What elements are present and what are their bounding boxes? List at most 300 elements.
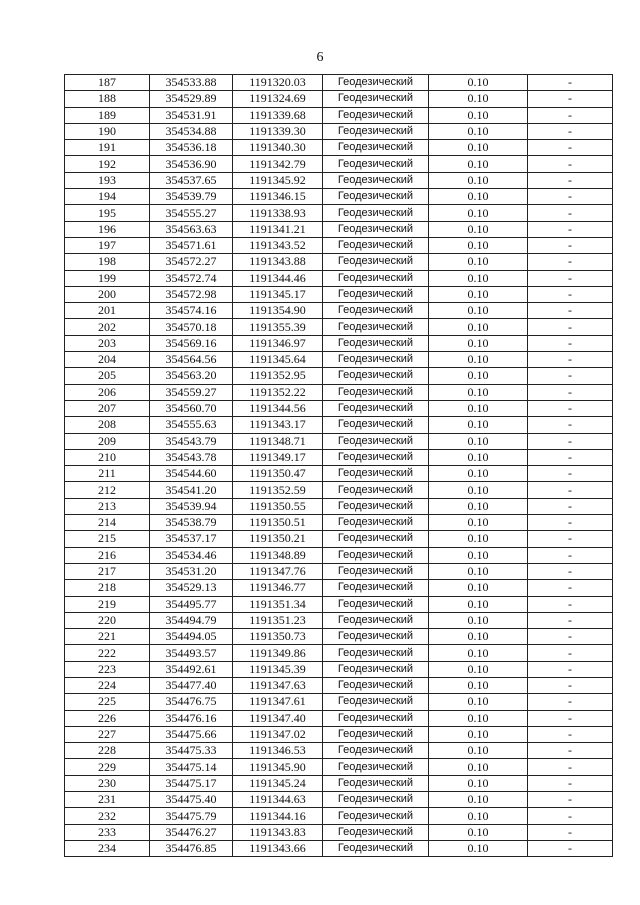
method-cell: Геодезический [323, 808, 429, 824]
x-coordinate-cell: 354475.14 [150, 759, 233, 775]
x-coordinate-cell: 354494.79 [150, 612, 233, 628]
description-cell: - [528, 205, 613, 221]
x-coordinate-cell: 354494.05 [150, 629, 233, 645]
x-coordinate-cell: 354531.20 [150, 563, 233, 579]
x-coordinate-cell: 354543.79 [150, 433, 233, 449]
description-cell: - [528, 612, 613, 628]
description-cell: - [528, 303, 613, 319]
description-cell: - [528, 433, 613, 449]
accuracy-cell: 0.10 [429, 645, 528, 661]
description-cell: - [528, 482, 613, 498]
description-cell: - [528, 710, 613, 726]
table-row [65, 466, 613, 482]
x-coordinate-cell: 354572.98 [150, 286, 233, 302]
table-row [65, 629, 613, 645]
accuracy-cell: 0.10 [429, 123, 528, 139]
table-row [65, 726, 613, 742]
point-number-cell: 188 [65, 91, 150, 107]
x-coordinate-cell: 354538.79 [150, 515, 233, 531]
accuracy-cell: 0.10 [429, 270, 528, 286]
y-coordinate-cell: 1191344.46 [233, 270, 323, 286]
method-cell: Геодезический [323, 140, 429, 156]
y-coordinate-cell: 1191352.59 [233, 482, 323, 498]
method-cell: Геодезический [323, 107, 429, 123]
description-cell: - [528, 417, 613, 433]
table-row [65, 645, 613, 661]
point-number-cell: 221 [65, 629, 150, 645]
y-coordinate-cell: 1191343.66 [233, 840, 323, 856]
table-row [65, 303, 613, 319]
x-coordinate-cell: 354476.27 [150, 824, 233, 840]
point-number-cell: 190 [65, 123, 150, 139]
y-coordinate-cell: 1191355.39 [233, 319, 323, 335]
point-number-cell: 201 [65, 303, 150, 319]
table-row [65, 580, 613, 596]
method-cell: Геодезический [323, 189, 429, 205]
y-coordinate-cell: 1191345.39 [233, 661, 323, 677]
accuracy-cell: 0.10 [429, 172, 528, 188]
accuracy-cell: 0.10 [429, 449, 528, 465]
table-row [65, 677, 613, 693]
point-number-cell: 224 [65, 677, 150, 693]
point-number-cell: 209 [65, 433, 150, 449]
y-coordinate-cell: 1191346.53 [233, 743, 323, 759]
x-coordinate-cell: 354475.17 [150, 775, 233, 791]
x-coordinate-cell: 354572.27 [150, 254, 233, 270]
point-number-cell: 230 [65, 775, 150, 791]
accuracy-cell: 0.10 [429, 417, 528, 433]
y-coordinate-cell: 1191343.88 [233, 254, 323, 270]
point-number-cell: 187 [65, 75, 150, 91]
point-number-cell: 192 [65, 156, 150, 172]
point-number-cell: 232 [65, 808, 150, 824]
accuracy-cell: 0.10 [429, 759, 528, 775]
accuracy-cell: 0.10 [429, 824, 528, 840]
method-cell: Геодезический [323, 449, 429, 465]
x-coordinate-cell: 354477.40 [150, 677, 233, 693]
y-coordinate-cell: 1191349.17 [233, 449, 323, 465]
accuracy-cell: 0.10 [429, 775, 528, 791]
y-coordinate-cell: 1191347.61 [233, 694, 323, 710]
point-number-cell: 233 [65, 824, 150, 840]
method-cell: Геодезический [323, 303, 429, 319]
x-coordinate-cell: 354529.89 [150, 91, 233, 107]
description-cell: - [528, 335, 613, 351]
x-coordinate-cell: 354560.70 [150, 400, 233, 416]
x-coordinate-cell: 354534.88 [150, 123, 233, 139]
y-coordinate-cell: 1191346.77 [233, 580, 323, 596]
table-row [65, 531, 613, 547]
table-row [65, 319, 613, 335]
table-row [65, 368, 613, 384]
accuracy-cell: 0.10 [429, 547, 528, 563]
table-row [65, 808, 613, 824]
table-row [65, 515, 613, 531]
accuracy-cell: 0.10 [429, 156, 528, 172]
y-coordinate-cell: 1191344.16 [233, 808, 323, 824]
method-cell: Геодезический [323, 661, 429, 677]
table-row [65, 612, 613, 628]
method-cell: Геодезический [323, 824, 429, 840]
method-cell: Геодезический [323, 596, 429, 612]
method-cell: Геодезический [323, 270, 429, 286]
table-row [65, 237, 613, 253]
method-cell: Геодезический [323, 515, 429, 531]
table-row [65, 156, 613, 172]
table-row [65, 286, 613, 302]
y-coordinate-cell: 1191345.24 [233, 775, 323, 791]
method-cell: Геодезический [323, 221, 429, 237]
point-number-cell: 189 [65, 107, 150, 123]
method-cell: Геодезический [323, 694, 429, 710]
x-coordinate-cell: 354539.79 [150, 189, 233, 205]
x-coordinate-cell: 354475.40 [150, 792, 233, 808]
y-coordinate-cell: 1191343.83 [233, 824, 323, 840]
accuracy-cell: 0.10 [429, 91, 528, 107]
point-number-cell: 220 [65, 612, 150, 628]
x-coordinate-cell: 354572.74 [150, 270, 233, 286]
description-cell: - [528, 107, 613, 123]
table-row [65, 449, 613, 465]
description-cell: - [528, 515, 613, 531]
point-number-cell: 198 [65, 254, 150, 270]
method-cell: Геодезический [323, 792, 429, 808]
y-coordinate-cell: 1191350.47 [233, 466, 323, 482]
y-coordinate-cell: 1191338.93 [233, 205, 323, 221]
y-coordinate-cell: 1191349.86 [233, 645, 323, 661]
point-number-cell: 214 [65, 515, 150, 531]
description-cell: - [528, 726, 613, 742]
x-coordinate-cell: 354475.79 [150, 808, 233, 824]
point-number-cell: 199 [65, 270, 150, 286]
x-coordinate-cell: 354569.16 [150, 335, 233, 351]
description-cell: - [528, 189, 613, 205]
method-cell: Геодезический [323, 400, 429, 416]
description-cell: - [528, 352, 613, 368]
point-number-cell: 215 [65, 531, 150, 547]
point-number-cell: 202 [65, 319, 150, 335]
x-coordinate-cell: 354536.90 [150, 156, 233, 172]
accuracy-cell: 0.10 [429, 792, 528, 808]
y-coordinate-cell: 1191346.15 [233, 189, 323, 205]
description-cell: - [528, 368, 613, 384]
x-coordinate-cell: 354493.57 [150, 645, 233, 661]
point-number-cell: 217 [65, 563, 150, 579]
method-cell: Геодезический [323, 384, 429, 400]
point-number-cell: 211 [65, 466, 150, 482]
y-coordinate-cell: 1191344.56 [233, 400, 323, 416]
y-coordinate-cell: 1191347.63 [233, 677, 323, 693]
x-coordinate-cell: 354531.91 [150, 107, 233, 123]
accuracy-cell: 0.10 [429, 743, 528, 759]
accuracy-cell: 0.10 [429, 384, 528, 400]
x-coordinate-cell: 354495.77 [150, 596, 233, 612]
description-cell: - [528, 580, 613, 596]
description-cell: - [528, 629, 613, 645]
accuracy-cell: 0.10 [429, 107, 528, 123]
accuracy-cell: 0.10 [429, 75, 528, 91]
table-row [65, 205, 613, 221]
method-cell: Геодезический [323, 91, 429, 107]
point-number-cell: 204 [65, 352, 150, 368]
coordinates-table-body [65, 75, 613, 857]
y-coordinate-cell: 1191344.63 [233, 792, 323, 808]
point-number-cell: 212 [65, 482, 150, 498]
accuracy-cell: 0.10 [429, 254, 528, 270]
y-coordinate-cell: 1191340.30 [233, 140, 323, 156]
method-cell: Геодезический [323, 335, 429, 351]
page-number: 6 [316, 50, 324, 65]
method-cell: Геодезический [323, 156, 429, 172]
x-coordinate-cell: 354492.61 [150, 661, 233, 677]
y-coordinate-cell: 1191352.22 [233, 384, 323, 400]
coordinates-table [64, 74, 613, 857]
y-coordinate-cell: 1191348.89 [233, 547, 323, 563]
table-row [65, 759, 613, 775]
x-coordinate-cell: 354574.16 [150, 303, 233, 319]
method-cell: Геодезический [323, 840, 429, 856]
accuracy-cell: 0.10 [429, 368, 528, 384]
accuracy-cell: 0.10 [429, 596, 528, 612]
table-row [65, 775, 613, 791]
table-row [65, 172, 613, 188]
point-number-cell: 195 [65, 205, 150, 221]
method-cell: Геодезический [323, 498, 429, 514]
accuracy-cell: 0.10 [429, 580, 528, 596]
accuracy-cell: 0.10 [429, 677, 528, 693]
point-number-cell: 216 [65, 547, 150, 563]
method-cell: Геодезический [323, 319, 429, 335]
method-cell: Геодезический [323, 677, 429, 693]
method-cell: Геодезический [323, 645, 429, 661]
point-number-cell: 228 [65, 743, 150, 759]
description-cell: - [528, 140, 613, 156]
table-row [65, 694, 613, 710]
y-coordinate-cell: 1191347.76 [233, 563, 323, 579]
point-number-cell: 229 [65, 759, 150, 775]
x-coordinate-cell: 354475.66 [150, 726, 233, 742]
table-row [65, 710, 613, 726]
y-coordinate-cell: 1191339.68 [233, 107, 323, 123]
point-number-cell: 207 [65, 400, 150, 416]
point-number-cell: 234 [65, 840, 150, 856]
method-cell: Геодезический [323, 123, 429, 139]
accuracy-cell: 0.10 [429, 335, 528, 351]
y-coordinate-cell: 1191343.52 [233, 237, 323, 253]
method-cell: Геодезический [323, 482, 429, 498]
accuracy-cell: 0.10 [429, 694, 528, 710]
table-row [65, 189, 613, 205]
method-cell: Геодезический [323, 75, 429, 91]
description-cell: - [528, 743, 613, 759]
point-number-cell: 208 [65, 417, 150, 433]
description-cell: - [528, 75, 613, 91]
method-cell: Геодезический [323, 710, 429, 726]
x-coordinate-cell: 354476.16 [150, 710, 233, 726]
method-cell: Геодезический [323, 368, 429, 384]
x-coordinate-cell: 354539.94 [150, 498, 233, 514]
method-cell: Геодезический [323, 629, 429, 645]
accuracy-cell: 0.10 [429, 140, 528, 156]
y-coordinate-cell: 1191345.17 [233, 286, 323, 302]
method-cell: Геодезический [323, 352, 429, 368]
y-coordinate-cell: 1191341.21 [233, 221, 323, 237]
table-row [65, 221, 613, 237]
x-coordinate-cell: 354563.63 [150, 221, 233, 237]
method-cell: Геодезический [323, 743, 429, 759]
point-number-cell: 200 [65, 286, 150, 302]
accuracy-cell: 0.10 [429, 498, 528, 514]
description-cell: - [528, 661, 613, 677]
y-coordinate-cell: 1191345.90 [233, 759, 323, 775]
method-cell: Геодезический [323, 286, 429, 302]
accuracy-cell: 0.10 [429, 629, 528, 645]
x-coordinate-cell: 354536.18 [150, 140, 233, 156]
description-cell: - [528, 498, 613, 514]
x-coordinate-cell: 354475.33 [150, 743, 233, 759]
accuracy-cell: 0.10 [429, 400, 528, 416]
method-cell: Геодезический [323, 726, 429, 742]
table-row [65, 563, 613, 579]
point-number-cell: 196 [65, 221, 150, 237]
method-cell: Геодезический [323, 205, 429, 221]
y-coordinate-cell: 1191350.55 [233, 498, 323, 514]
description-cell: - [528, 792, 613, 808]
description-cell: - [528, 254, 613, 270]
x-coordinate-cell: 354555.27 [150, 205, 233, 221]
description-cell: - [528, 172, 613, 188]
table-row [65, 482, 613, 498]
y-coordinate-cell: 1191354.90 [233, 303, 323, 319]
description-cell: - [528, 645, 613, 661]
point-number-cell: 218 [65, 580, 150, 596]
method-cell: Геодезический [323, 775, 429, 791]
description-cell: - [528, 694, 613, 710]
point-number-cell: 206 [65, 384, 150, 400]
table-row [65, 824, 613, 840]
method-cell: Геодезический [323, 433, 429, 449]
point-number-cell: 223 [65, 661, 150, 677]
point-number-cell: 227 [65, 726, 150, 742]
description-cell: - [528, 466, 613, 482]
y-coordinate-cell: 1191324.69 [233, 91, 323, 107]
table-row [65, 335, 613, 351]
table-row [65, 792, 613, 808]
table-row [65, 352, 613, 368]
point-number-cell: 210 [65, 449, 150, 465]
accuracy-cell: 0.10 [429, 726, 528, 742]
description-cell: - [528, 531, 613, 547]
accuracy-cell: 0.10 [429, 531, 528, 547]
method-cell: Геодезический [323, 417, 429, 433]
table-row [65, 270, 613, 286]
point-number-cell: 203 [65, 335, 150, 351]
x-coordinate-cell: 354555.63 [150, 417, 233, 433]
y-coordinate-cell: 1191351.23 [233, 612, 323, 628]
description-cell: - [528, 319, 613, 335]
description-cell: - [528, 824, 613, 840]
y-coordinate-cell: 1191352.95 [233, 368, 323, 384]
point-number-cell: 194 [65, 189, 150, 205]
y-coordinate-cell: 1191350.21 [233, 531, 323, 547]
table-row [65, 91, 613, 107]
description-cell: - [528, 384, 613, 400]
table-row [65, 743, 613, 759]
point-number-cell: 213 [65, 498, 150, 514]
x-coordinate-cell: 354559.27 [150, 384, 233, 400]
x-coordinate-cell: 354541.20 [150, 482, 233, 498]
point-number-cell: 197 [65, 237, 150, 253]
method-cell: Геодезический [323, 531, 429, 547]
point-number-cell: 219 [65, 596, 150, 612]
x-coordinate-cell: 354543.78 [150, 449, 233, 465]
y-coordinate-cell: 1191339.30 [233, 123, 323, 139]
accuracy-cell: 0.10 [429, 840, 528, 856]
accuracy-cell: 0.10 [429, 205, 528, 221]
description-cell: - [528, 91, 613, 107]
method-cell: Геодезический [323, 547, 429, 563]
table-row [65, 254, 613, 270]
x-coordinate-cell: 354571.61 [150, 237, 233, 253]
description-cell: - [528, 270, 613, 286]
table-row [65, 140, 613, 156]
table-row [65, 596, 613, 612]
y-coordinate-cell: 1191350.73 [233, 629, 323, 645]
accuracy-cell: 0.10 [429, 303, 528, 319]
method-cell: Геодезический [323, 612, 429, 628]
table-row [65, 417, 613, 433]
method-cell: Геодезический [323, 466, 429, 482]
method-cell: Геодезический [323, 237, 429, 253]
method-cell: Геодезический [323, 254, 429, 270]
y-coordinate-cell: 1191347.40 [233, 710, 323, 726]
description-cell: - [528, 563, 613, 579]
x-coordinate-cell: 354544.60 [150, 466, 233, 482]
y-coordinate-cell: 1191347.02 [233, 726, 323, 742]
x-coordinate-cell: 354529.13 [150, 580, 233, 596]
description-cell: - [528, 808, 613, 824]
point-number-cell: 225 [65, 694, 150, 710]
accuracy-cell: 0.10 [429, 661, 528, 677]
description-cell: - [528, 596, 613, 612]
description-cell: - [528, 759, 613, 775]
accuracy-cell: 0.10 [429, 319, 528, 335]
table-row [65, 661, 613, 677]
accuracy-cell: 0.10 [429, 189, 528, 205]
y-coordinate-cell: 1191342.79 [233, 156, 323, 172]
method-cell: Геодезический [323, 759, 429, 775]
x-coordinate-cell: 354476.75 [150, 694, 233, 710]
y-coordinate-cell: 1191351.34 [233, 596, 323, 612]
description-cell: - [528, 156, 613, 172]
description-cell: - [528, 123, 613, 139]
table-row [65, 498, 613, 514]
point-number-cell: 205 [65, 368, 150, 384]
description-cell: - [528, 221, 613, 237]
accuracy-cell: 0.10 [429, 286, 528, 302]
description-cell: - [528, 547, 613, 563]
table-row [65, 433, 613, 449]
accuracy-cell: 0.10 [429, 352, 528, 368]
method-cell: Геодезический [323, 563, 429, 579]
description-cell: - [528, 775, 613, 791]
accuracy-cell: 0.10 [429, 710, 528, 726]
accuracy-cell: 0.10 [429, 237, 528, 253]
accuracy-cell: 0.10 [429, 221, 528, 237]
point-number-cell: 191 [65, 140, 150, 156]
x-coordinate-cell: 354534.46 [150, 547, 233, 563]
accuracy-cell: 0.10 [429, 612, 528, 628]
